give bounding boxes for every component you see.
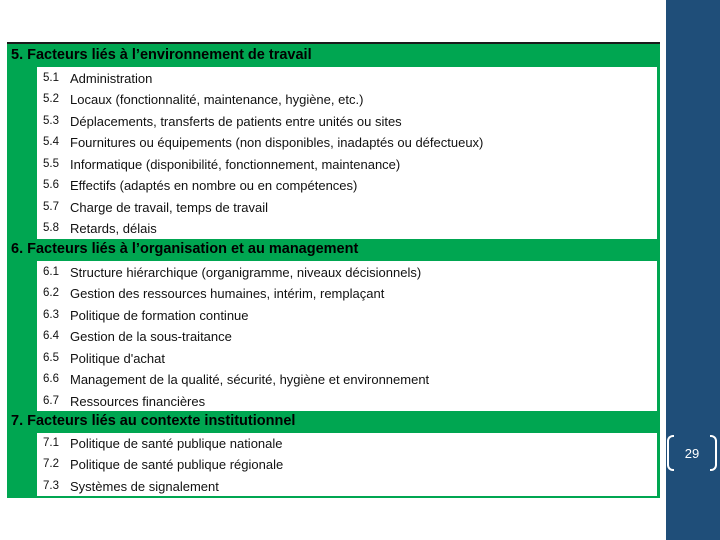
item-label: Déplacements, transferts de patients entre unités ou sites xyxy=(70,114,402,129)
item-number: 6.7 xyxy=(43,395,59,407)
item-label: Retards, délais xyxy=(70,221,157,236)
item-number: 6.1 xyxy=(43,266,59,278)
item-label: Fournitures ou équipements (non disponibles, inadaptés ou défectueux) xyxy=(70,135,484,150)
top-rule xyxy=(7,42,660,44)
item-label: Charge de travail, temps de travail xyxy=(70,200,268,215)
item-number: 6.5 xyxy=(43,352,59,364)
item-number: 5.5 xyxy=(43,158,59,170)
section-7-body xyxy=(37,433,657,496)
item-label: Politique de formation continue xyxy=(70,308,249,323)
factors-table xyxy=(7,44,660,498)
bracket-right xyxy=(710,435,717,471)
item-number: 7.1 xyxy=(43,437,59,449)
item-label: Gestion de la sous-traitance xyxy=(70,329,232,344)
item-label: Politique d'achat xyxy=(70,351,165,366)
item-number: 6.6 xyxy=(43,373,59,385)
item-label: Ressources financières xyxy=(70,394,206,409)
item-number: 7.3 xyxy=(43,480,59,492)
item-number: 5.4 xyxy=(43,136,59,148)
item-number: 5.6 xyxy=(43,179,59,191)
page-number xyxy=(667,433,717,473)
item-label: Effectifs (adaptés en nombre ou en compétences) xyxy=(70,178,358,193)
item-number: 6.4 xyxy=(43,330,59,342)
item-label: Management de la qualité, sécurité, hygiène et environnement xyxy=(70,372,430,387)
item-number: 6.2 xyxy=(43,287,59,299)
page-number-text: 29 xyxy=(684,445,700,461)
item-number: 5.7 xyxy=(43,201,59,213)
item-label: Systèmes de signalement xyxy=(70,479,219,494)
section-5-body xyxy=(37,67,657,239)
item-label: Structure hiérarchique (organigramme, niveaux décisionnels) xyxy=(70,265,422,280)
item-number: 5.8 xyxy=(43,222,59,234)
section-6-body xyxy=(37,261,657,411)
item-label: Politique de santé publique nationale xyxy=(70,436,283,451)
item-number: 5.2 xyxy=(43,93,59,105)
sidebar-divider xyxy=(664,0,666,505)
item-label: Informatique (disponibilité, fonctionnement, maintenance) xyxy=(70,157,401,172)
bracket-left xyxy=(667,435,674,471)
item-label: Politique de santé publique régionale xyxy=(70,457,284,472)
item-number: 5.1 xyxy=(43,72,59,84)
item-label: Gestion des ressources humaines, intérim, remplaçant xyxy=(70,286,385,301)
item-label: Administration xyxy=(70,71,153,86)
section-7-header: 7. Facteurs liés au contexte institutionnel xyxy=(11,413,296,429)
section-5-header: 5. Facteurs liés à l’environnement de travail xyxy=(11,47,312,63)
section-6-header: 6. Facteurs liés à l’organisation et au management xyxy=(11,241,359,257)
item-number: 5.3 xyxy=(43,115,59,127)
item-number: 6.3 xyxy=(43,309,59,321)
item-label: Locaux (fonctionnalité, maintenance, hygiène, etc.) xyxy=(70,92,364,107)
item-number: 7.2 xyxy=(43,458,59,470)
